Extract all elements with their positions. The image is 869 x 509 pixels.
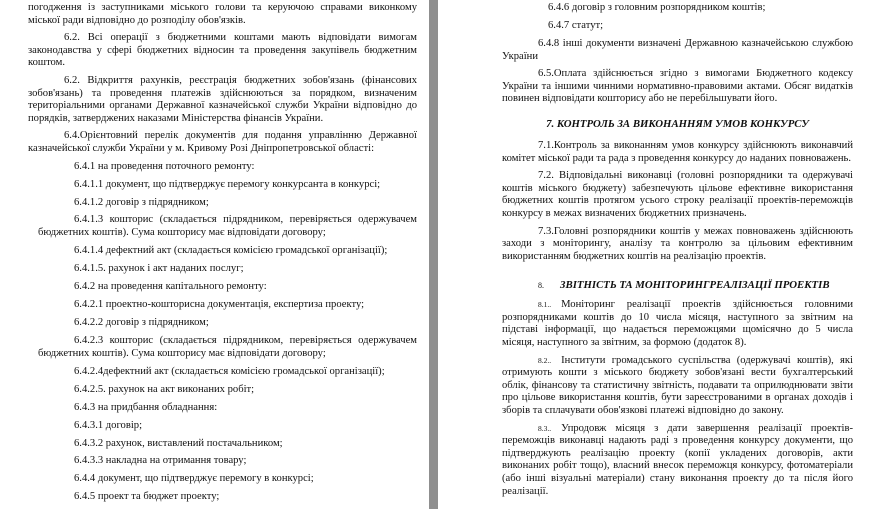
- page-gap: [429, 0, 438, 509]
- paragraph-6-5: 6.5.Оплата здійснюється згідно з вимогами Бюджетного кодексу України та іншими чинними нормативно-правовими актами. Обсяг видатків повинен відповідати кошторису або не перебільшувати його.: [502, 68, 853, 105]
- list-item: 6.4.2.4дефектний акт (складається комісією громадської організації);: [74, 365, 385, 377]
- paragraph-6-4: 6.4.Орієнтовний перелік документів для подання управлінню Державної казначейської служби України у м. Кривому Розі Дніпропетровської області:: [28, 130, 417, 154]
- list-item: 6.4.4 документ, що підтверджує перемогу в конкурсі;: [74, 473, 314, 485]
- document-page-right: [438, 0, 869, 509]
- paragraph-8-1: [502, 299, 853, 349]
- section-heading-7: 7. КОНТРОЛЬ ЗА ВИКОНАННЯМ УМОВ КОНКУРСУ: [546, 117, 809, 130]
- paragraph-7-3: 7.3.Головні розпорядники коштів у межах повноважень здійснюють заходи з моніторингу, аналізу та контролю за цільовим ефективним використанням бюджетних коштів на реалізацію проектів.: [502, 225, 853, 262]
- list-item: 6.4.1.1 документ, що підтверджує перемогу конкурсанта в конкурсі;: [74, 178, 381, 190]
- list-item: 6.4.1 на проведення поточного ремонту:: [74, 160, 255, 172]
- document-page-left: [0, 0, 429, 509]
- list-item: 6.4.2.3 кошторис (складається підрядником, перевіряється одержувачем бюджетних коштів). Сума кошторису має відповідати договору;: [38, 334, 417, 359]
- list-item: 6.4.2.2 договір з підрядником;: [74, 317, 209, 328]
- paragraph: погодження із заступниками міського голови та керуючою справами виконкому міської ради відповідно до розподілу обов'язків.: [28, 2, 417, 26]
- list-item: 6.4.1.5. рахунок і акт наданих послуг;: [74, 263, 244, 275]
- paragraph-8-2: [502, 355, 853, 418]
- paragraph-text: Моніторинг реалізації проектів здійснюється головними розпорядниками коштів до 10 числа місяця, наступного за звітним на підставі інформації, що надається переможцями щомісячно до 5 числа місяця, наступного за звітним, за формою (додаток 8).: [502, 299, 853, 349]
- list-item: 6.4.1.3 кошторис (складається підрядником, перевіряється одержувачем бюджетних коштів). Сума кошторису має відповідати договору;: [38, 214, 417, 239]
- paragraph-number: 8.1..: [538, 300, 552, 310]
- section-title: ЗВІТНІСТЬ ТА МОНІТОРИНГРЕАЛІЗАЦІЇ ПРОЕКТІВ: [560, 279, 830, 292]
- paragraph-number: 8.3..: [538, 423, 552, 433]
- paragraph-8-3: [502, 423, 853, 499]
- list-item: 6.4.1.2 договір з підрядником;: [74, 196, 209, 208]
- list-item: 6.4.3.3 накладна на отримання товару;: [74, 455, 247, 467]
- list-item: 6.4.8 інші документи визначені Державною казначейською службою України: [502, 37, 853, 62]
- paragraph-6-2-a: 6.2. Всі операції з бюджетними коштами мають відповідати вимогам законодавства у сфері бюджетних відносин та проведення закупівель бюджетним коштом.: [28, 32, 417, 69]
- list-item: 6.4.3 на придбання обладнання:: [74, 401, 218, 413]
- section-number: 8.: [538, 281, 544, 291]
- paragraph-6-2-b: 6.2. Відкриття рахунків, реєстрація бюджетних зобов'язань (фінансових зобов'язань) та проведення платежів здійснюються за порядком, визначеним територіальними органами Державної казначейської служби України відповідно до порядків, затверджених наказами Міністерства фінансів України.: [28, 74, 417, 124]
- list-item: 6.4.6 договір з головним розпорядником коштів;: [548, 2, 766, 13]
- list-item: 6.4.2 на проведення капітального ремонту:: [74, 281, 267, 293]
- paragraph-text: Упродовж місяця з дати завершення реалізації проектів-переможців виконавці надають раді з проведення конкурсу документи, що підтверджують реалізацію проекту (копії укладених договорів, акти виконаних робіт тощо), власний внесок переможця конкурсу, фотоматеріали (або інші візуальні матеріали) стану виконання проекту до та після його реалізації.: [502, 422, 853, 497]
- list-item: 6.4.7 статут;: [548, 19, 604, 31]
- list-item: 6.4.3.2 рахунок, виставлений постачальником;: [74, 437, 283, 449]
- paragraph-text: Інститути громадського суспільства (одержувачі коштів), які отримують кошти з міського бюджету зобов'язані вести бухгалтерський облік, фінансову та статистичну звітність, подавати та оприлюднювати звіти про цільове використання коштів, бути зареєстрованими в органах доходів і зборів та сплачувати обов'язкові платежі відповідно до закону.: [502, 354, 853, 417]
- list-item: 6.4.3.1 договір;: [74, 419, 143, 431]
- list-item: 6.4.2.1 проектно-кошторисна документація, експертиза проекту;: [74, 299, 365, 311]
- list-item: 6.4.2.5. рахунок на акт виконаних робіт;: [74, 383, 255, 395]
- paragraph-7-2: 7.2. Відповідальні виконавці (головні розпорядники та одержувачі коштів міського бюджету) забезпечують цільове ефективне використання бюджетних коштів протягом усього строку реалізації проектів-переможців конкурсу в межах визначених бюджетних призначень.: [502, 170, 853, 219]
- list-item: 6.4.1.4 дефектний акт (складається комісією громадської організації);: [74, 245, 388, 257]
- list-item: 6.4.5 проект та бюджет проекту;: [74, 491, 220, 503]
- section-heading-8: [502, 279, 853, 291]
- paragraph-7-1: 7.1.Контроль за виконанням умов конкурсу здійснюють виконавчий комітет міської ради та рада з проведення конкурсу до наданих повноважень.: [502, 139, 853, 164]
- paragraph-number: 8.2..: [538, 355, 552, 365]
